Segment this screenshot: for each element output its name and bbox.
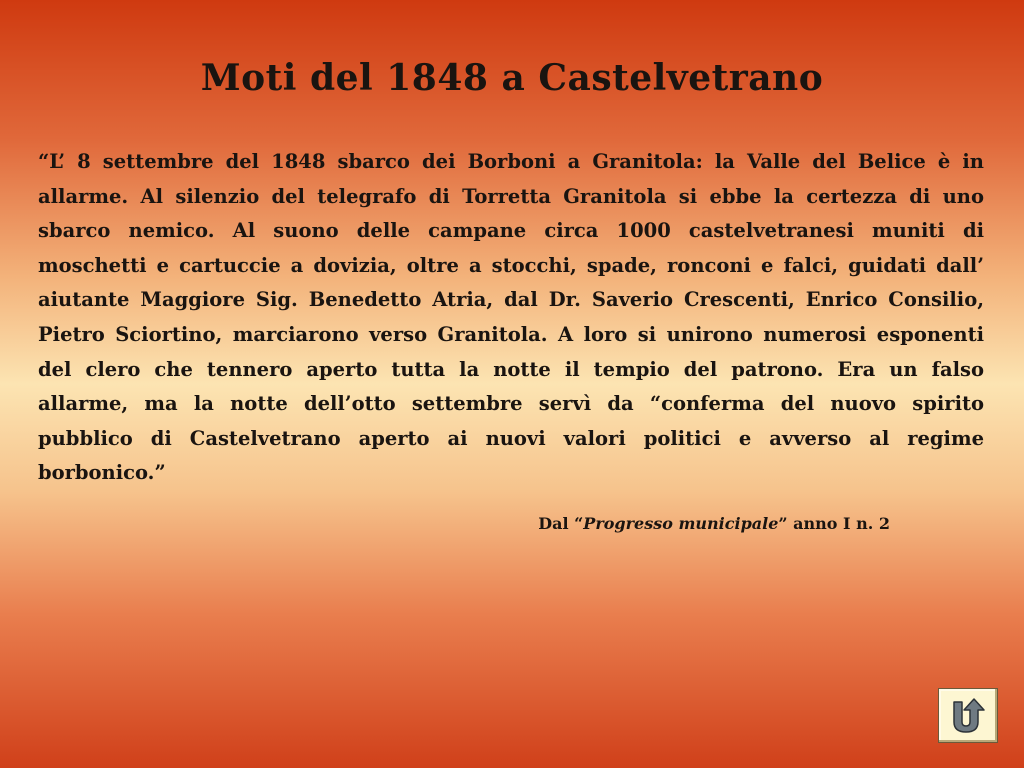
return-arrow-icon [946,696,990,736]
citation-suffix: ” anno I n. 2 [778,514,890,533]
back-button[interactable] [938,688,998,743]
citation-source: Progresso municipale [583,514,779,533]
citation [538,512,890,536]
citation-prefix: Dal “ [538,514,584,533]
quote-text: “L’ 8 settembre del 1848 sbarco dei Borboni a Granitola: la Valle del Belice è in allarme. Al silenzio del telegrafo di Torretta Granitola si ebbe la certezza di uno sbarco nemico. Al suono delle campane circa 1000 castelvetranesi muniti di moschetti e cartuccie a dovizia, oltre a stocchi, spade, ronconi e falci, guidati dall’ aiutante Maggiore Sig. Benedetto Atria, dal Dr. Saverio Crescenti, Enrico Consilio, Pietro Sciortino, marciarono verso Granitola. A loro si unirono numerosi esponenti del clero che tennero aperto tutta la notte il tempio del patrono. Era un falso allarme, ma la notte dell’otto settembre servì da “conferma del nuovo spirito pubblico di Castelvetrano aperto ai nuovi valori politici e avverso al regime borbonico.” [38,150,984,485]
slide-title: Moti del 1848 a Castelvetrano [200,57,824,99]
